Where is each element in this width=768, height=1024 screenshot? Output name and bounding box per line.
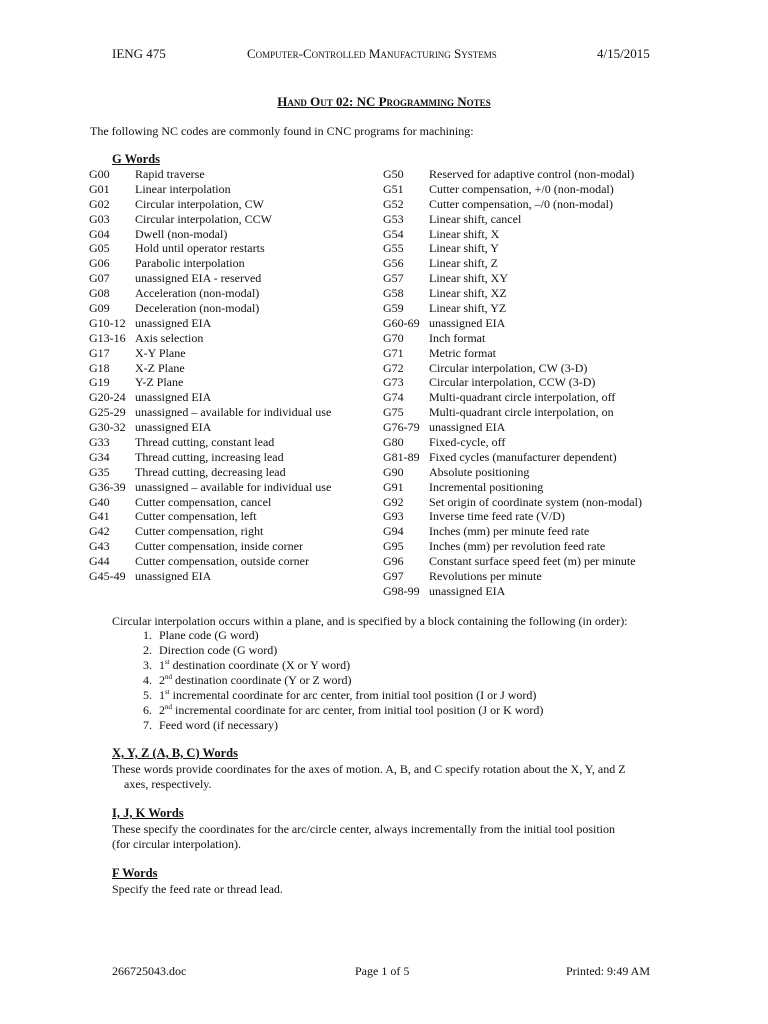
circular-step [155,628,543,643]
g-code: G95 [383,539,404,554]
g-code-description: Cutter compensation, cancel [135,494,272,509]
g-code-row [89,331,331,346]
g-code-description: Inch format [429,330,486,345]
g-code: G81-89 [383,449,420,464]
g-code-description: X-Z Plane [135,360,185,375]
g-code: G42 [89,524,110,539]
ijk-body [112,822,672,852]
g-code-description: Inches (mm) per minute feed rate [429,524,590,539]
g-code-description: unassigned EIA [429,315,506,330]
g-code-description: Cutter compensation, right [135,524,264,539]
g-code: G70 [383,330,404,345]
g-code-row [89,316,331,331]
g-code-row [89,346,331,361]
g-code-description: Linear shift, cancel [429,211,522,226]
circular-step [155,643,543,658]
g-code: G80 [383,435,404,450]
g-code-description: Set origin of coordinate system (non-modal) [429,494,642,509]
g-code-row [89,182,331,197]
g-code-row [383,361,642,376]
g-code-row [89,420,331,435]
circular-step [155,703,543,718]
g-code: G60-69 [383,315,420,330]
page-title: Hand Out 02: NC Programming Notes [277,94,491,109]
g-code: G25-29 [89,405,126,420]
g-code-description: unassigned EIA [135,390,212,405]
circular-step-text: 1 [159,688,165,702]
circular-step [155,718,543,733]
g-code-description: Multi-quadrant circle interpolation, off [429,390,616,405]
g-code: G45-49 [89,569,126,584]
g-code-row [383,420,642,435]
g-code: G02 [89,196,110,211]
g-code: G56 [383,256,404,271]
g-code: G98-99 [383,583,420,598]
g-code-description: Linear shift, Y [429,241,499,256]
g-code: G51 [383,181,404,196]
g-code: G73 [383,375,404,390]
g-code-description: Revolutions per minute [429,569,542,584]
footer-filename: 266725043.doc [112,964,187,978]
g-code-description: Thread cutting, constant lead [135,435,275,450]
g-code-row [89,256,331,271]
g-code-description: unassigned EIA [135,569,212,584]
g-code: G44 [89,554,110,569]
g-code: G72 [383,360,404,375]
g-code: G93 [383,509,404,524]
header-course-title: Computer-Controlled Manufacturing Systems [247,46,497,61]
g-code: G53 [383,211,404,226]
g-code: G34 [89,449,110,464]
circular-step [155,673,543,688]
g-code: G59 [383,301,404,316]
circular-step-text-rest: incremental coordinate for arc center, from initial tool position (I or J word) [169,688,537,702]
g-code-row [89,361,331,376]
g-code-row [89,212,331,227]
g-code: G43 [89,539,110,554]
g-code-description: Linear shift, Z [429,256,498,271]
g-words-heading: G Words [112,152,161,166]
g-code-description: unassigned EIA [135,420,212,435]
footer-page-number: Page 1 of 5 [355,964,410,978]
g-code-row [383,450,642,465]
g-code-description: Absolute positioning [429,464,530,479]
g-code-row [383,405,642,420]
g-code-row [383,375,642,390]
g-code: G20-24 [89,390,126,405]
g-code-row [89,405,331,420]
g-code-description: Dwell (non-modal) [135,226,228,241]
circular-steps-list [130,628,543,733]
g-code-row [89,167,331,182]
g-code-row [89,390,331,405]
circular-step-text: Feed word (if necessary) [159,718,278,732]
g-code: G05 [89,241,110,256]
header-course: IENG 475 [112,46,166,61]
g-code-description: Fixed-cycle, off [429,435,506,450]
g-code-row [383,256,642,271]
circular-step-text: 2 [159,703,165,717]
g-code: G91 [383,479,404,494]
g-code-row [89,524,331,539]
intro-text: The following NC codes are commonly found in CNC programs for machining: [90,124,474,138]
g-code-description: Axis selection [135,330,204,345]
g-code-row [89,435,331,450]
ordinal-suffix: nd [165,703,172,711]
g-code-row [89,227,331,242]
g-code: G52 [383,196,404,211]
g-code-row [383,509,642,524]
g-code-row [89,301,331,316]
g-code: G09 [89,301,110,316]
g-code-description: Constant surface speed feet (m) per minute [429,554,636,569]
g-code-row [383,271,642,286]
footer-printed-time: Printed: 9:49 AM [566,964,651,978]
g-code-description: Circular interpolation, CCW (3-D) [429,375,596,390]
ordinal-suffix: nd [165,673,172,681]
g-code-description: Y-Z Plane [135,375,184,390]
g-code-description: Multi-quadrant circle interpolation, on [429,405,614,420]
g-code-row [89,554,331,569]
g-code-description: Circular interpolation, CW [135,196,264,211]
g-code: G13-16 [89,330,126,345]
g-code: G41 [89,509,110,524]
g-code: G07 [89,271,110,286]
xyz-line2: axes, respectively. [124,777,212,791]
circular-step-text: Direction code (G word) [159,643,278,657]
g-code-row [383,524,642,539]
g-code-description: Circular interpolation, CW (3-D) [429,360,588,375]
g-code: G94 [383,524,404,539]
g-code: G17 [89,345,110,360]
g-code-description: Thread cutting, decreasing lead [135,464,286,479]
g-code-description: Cutter compensation, +/0 (non-modal) [429,181,614,196]
xyz-line1: These words provide coordinates for the axes of motion. A, B, and C specify rotation about the X, Y, and Z [112,762,626,776]
circular-step [155,688,543,703]
g-code: G36-39 [89,479,126,494]
g-code-description: unassigned EIA - reserved [135,271,262,286]
g-code-description: Cutter compensation, outside corner [135,554,309,569]
g-code: G19 [89,375,110,390]
g-code-description: Inverse time feed rate (V/D) [429,509,565,524]
header-date: 4/15/2015 [597,46,650,61]
g-code-description: Cutter compensation, left [135,509,257,524]
xyz-body [112,762,672,792]
g-codes-left-column [89,167,331,584]
circular-step-text-rest: incremental coordinate for arc center, from initial tool position (J or K word) [172,703,544,717]
g-code-row [383,286,642,301]
g-code-row [383,554,642,569]
g-code-description: unassigned EIA [429,420,506,435]
g-code: G40 [89,494,110,509]
g-code-row [383,539,642,554]
g-code-row [89,569,331,584]
g-code-row [383,301,642,316]
g-code-description: Acceleration (non-modal) [135,286,260,301]
g-code: G97 [383,569,404,584]
g-code-row [383,584,642,599]
g-code-row [383,569,642,584]
ordinal-suffix: st [165,688,170,696]
circular-step-text: Plane code (G word) [159,628,259,642]
g-code-description: Linear shift, YZ [429,301,507,316]
g-code-row [383,480,642,495]
g-code-row [383,465,642,480]
circular-step-text: 1 [159,658,165,672]
g-code: G50 [383,167,404,181]
ordinal-suffix: st [165,658,170,666]
g-code-row [89,450,331,465]
f-body: Specify the feed rate or thread lead. [112,882,283,896]
g-code-description: Reserved for adaptive control (non-modal) [429,167,635,181]
g-code: G08 [89,286,110,301]
g-code-description: Rapid traverse [135,167,205,181]
g-codes-right-column [383,167,642,599]
g-code-description: Hold until operator restarts [135,241,265,256]
g-code-row [383,316,642,331]
g-code: G57 [383,271,404,286]
g-code: G10-12 [89,315,126,330]
g-code: G18 [89,360,110,375]
g-code-row [383,241,642,256]
ijk-line1: These specify the coordinates for the arc/circle center, always incrementally from the initial tool position [112,822,615,836]
f-heading: F Words [112,866,158,880]
g-code-row [383,346,642,361]
g-code: G35 [89,464,110,479]
circular-step-text-rest: destination coordinate (X or Y word) [169,658,351,672]
g-code-description: X-Y Plane [135,345,186,360]
g-code-row [383,435,642,450]
g-code-description: Linear shift, XZ [429,286,507,301]
circular-step [155,658,543,673]
circular-step-text-rest: destination coordinate (Y or Z word) [172,673,352,687]
g-code: G00 [89,167,110,181]
g-code: G76-79 [383,420,420,435]
g-code-description: Thread cutting, increasing lead [135,449,284,464]
g-code: G55 [383,241,404,256]
g-code-row [383,227,642,242]
g-code-row [383,212,642,227]
g-code-row [89,465,331,480]
g-code-description: Linear shift, X [429,226,500,241]
g-code-row [383,390,642,405]
g-code: G90 [383,464,404,479]
g-code-row [383,182,642,197]
g-code: G92 [383,494,404,509]
g-code: G71 [383,345,404,360]
g-code: G30-32 [89,420,126,435]
g-code-description: Cutter compensation, inside corner [135,539,303,554]
xyz-heading: X, Y, Z (A, B, C) Words [112,746,238,760]
g-code-description: Linear shift, XY [429,271,508,286]
g-code-row [89,539,331,554]
g-code-description: Deceleration (non-modal) [135,301,260,316]
g-code-description: unassigned – available for individual use [135,479,332,494]
g-code-description: Linear interpolation [135,181,231,196]
g-code-description: Incremental positioning [429,479,544,494]
g-code: G58 [383,286,404,301]
g-code-description: Inches (mm) per revolution feed rate [429,539,606,554]
g-code-row [89,197,331,212]
g-code-row [89,509,331,524]
g-code: G74 [383,390,404,405]
g-code-description: unassigned EIA [135,315,212,330]
circular-step-text: 2 [159,673,165,687]
g-code: G75 [383,405,404,420]
g-code-row [89,271,331,286]
g-code-row [383,167,642,182]
g-code: G03 [89,211,110,226]
g-code-row [383,197,642,212]
g-code-row [89,241,331,256]
g-code-description: Parabolic interpolation [135,256,245,271]
g-code-row [89,480,331,495]
g-code-row [89,495,331,510]
g-code: G33 [89,435,110,450]
g-code: G96 [383,554,404,569]
g-code: G06 [89,256,110,271]
g-code-row [89,375,331,390]
g-code-description: Metric format [429,345,496,360]
g-code-description: Fixed cycles (manufacturer dependent) [429,449,617,464]
ijk-heading: I, J, K Words [112,806,184,820]
g-code: G01 [89,181,110,196]
g-code-row [383,331,642,346]
g-code-description: Cutter compensation, –/0 (non-modal) [429,196,613,211]
g-code-description: Circular interpolation, CCW [135,211,272,226]
g-code: G54 [383,226,404,241]
g-code-row [89,286,331,301]
ijk-line2: (for circular interpolation). [112,837,241,851]
g-code-description: unassigned – available for individual use [135,405,332,420]
g-code-description: unassigned EIA [429,583,506,598]
circular-intro: Circular interpolation occurs within a plane, and is specified by a block containing the following (in order): [112,614,628,628]
g-code: G04 [89,226,110,241]
g-code-row [383,495,642,510]
